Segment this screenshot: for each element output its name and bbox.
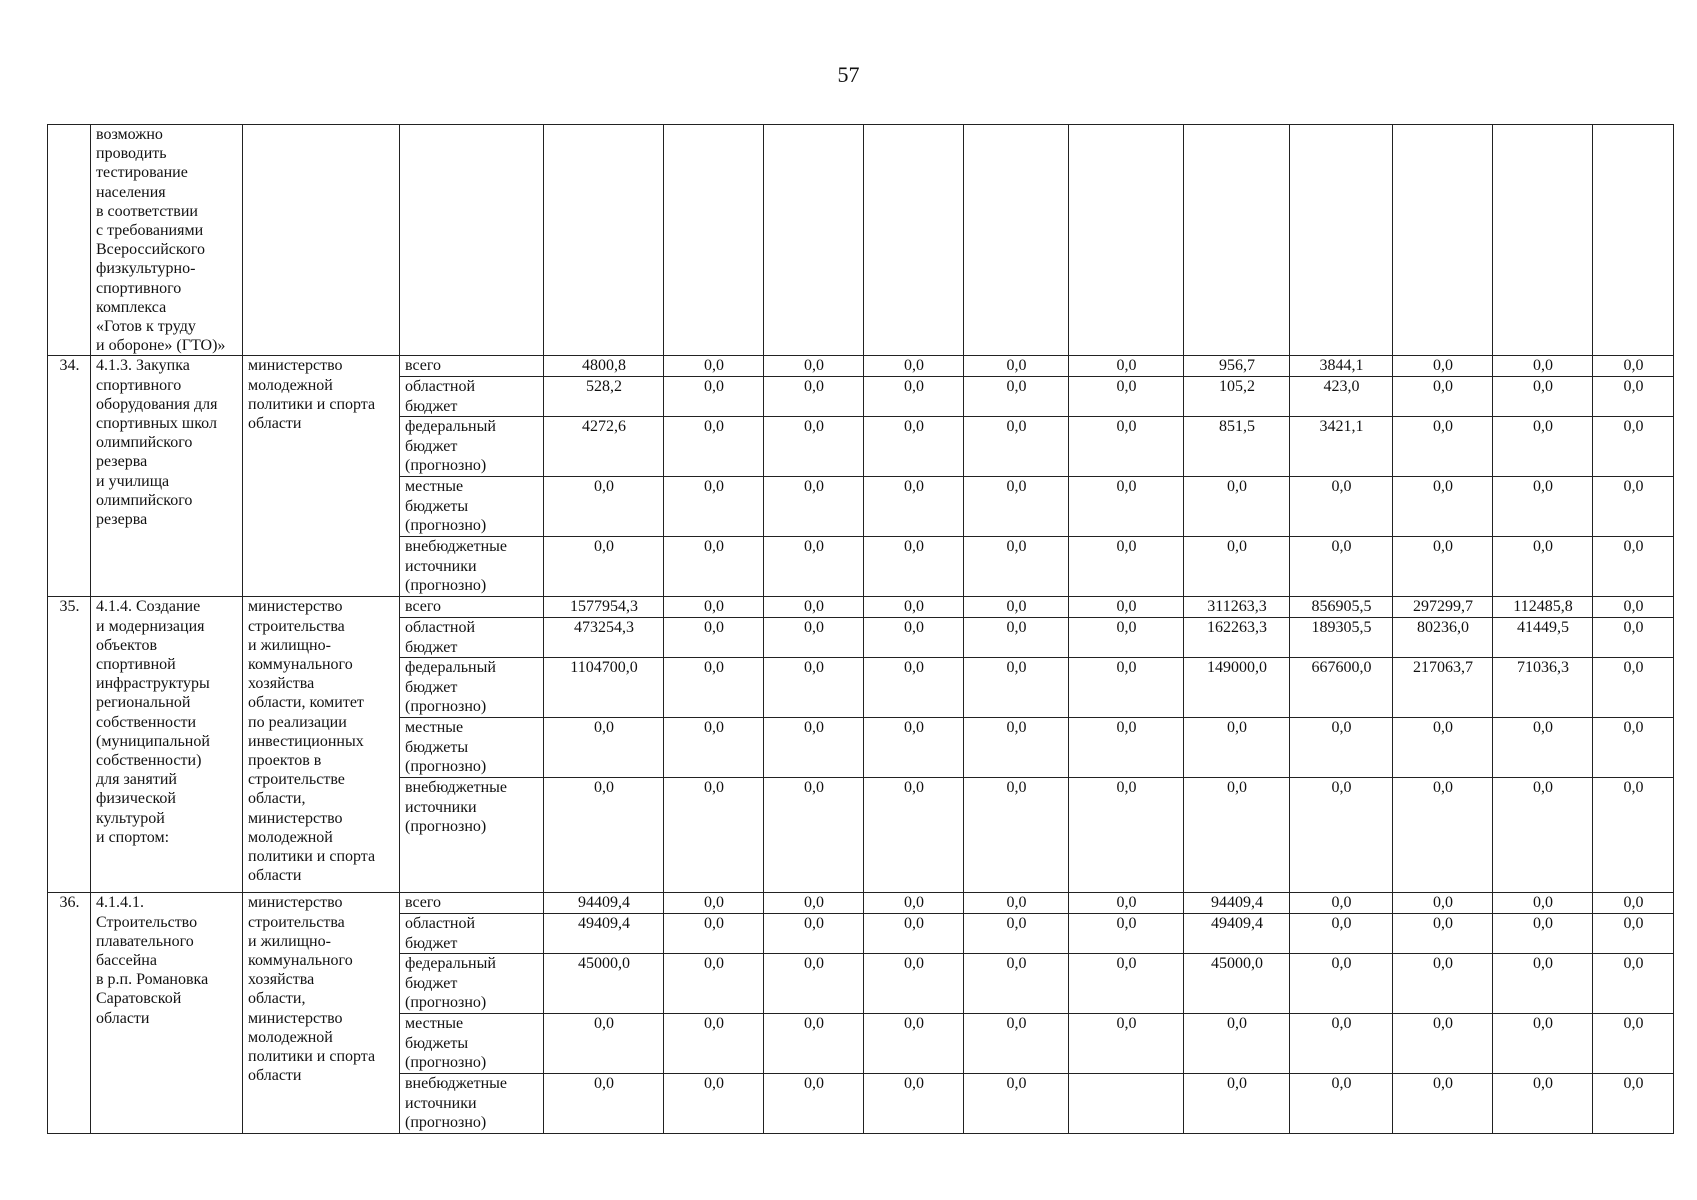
value-cell: 856905,5 — [1290, 597, 1393, 618]
value-cell: 423,0 — [1290, 377, 1393, 417]
value-cell: 45000,0 — [1184, 954, 1290, 1014]
value-cell: 0,0 — [664, 537, 764, 597]
funding-source-cell: всего — [400, 893, 544, 914]
value-cell — [764, 125, 864, 356]
value-cell: 0,0 — [1184, 537, 1290, 597]
value-cell: 0,0 — [1069, 954, 1184, 1014]
value-cell: 0,0 — [1593, 893, 1674, 914]
executor-cell: министерство строительства и жилищно- коммунального хозяйства области, комитет по реализации инвестиционных проектов в строительстве области, министерство молодежной политики и спорта области — [243, 597, 400, 893]
value-cell: 80236,0 — [1393, 618, 1493, 658]
value-cell: 94409,4 — [1184, 893, 1290, 914]
value-cell: 0,0 — [864, 718, 964, 778]
value-cell: 41449,5 — [1493, 618, 1593, 658]
value-cell: 49409,4 — [1184, 914, 1290, 954]
value-cell: 0,0 — [664, 718, 764, 778]
funding-source-cell: внебюджетные источники (прогнозно) — [400, 537, 544, 597]
row-number-cell: 36. — [48, 893, 91, 1134]
table-row — [48, 893, 1674, 914]
value-cell — [544, 125, 664, 356]
value-cell: 0,0 — [664, 597, 764, 618]
funding-source-cell: местные бюджеты (прогнозно) — [400, 718, 544, 778]
value-cell: 0,0 — [1593, 356, 1674, 377]
value-cell: 0,0 — [864, 954, 964, 1014]
value-cell — [1069, 125, 1184, 356]
value-cell: 0,0 — [864, 537, 964, 597]
value-cell: 0,0 — [764, 1014, 864, 1074]
value-cell: 0,0 — [1593, 718, 1674, 778]
value-cell: 0,0 — [1184, 1014, 1290, 1074]
value-cell — [1493, 125, 1593, 356]
funding-source-cell: местные бюджеты (прогнозно) — [400, 477, 544, 537]
value-cell: 0,0 — [1593, 914, 1674, 954]
value-cell: 0,0 — [1593, 597, 1674, 618]
value-cell: 94409,4 — [544, 893, 664, 914]
value-cell: 0,0 — [1393, 778, 1493, 893]
value-cell: 0,0 — [664, 477, 764, 537]
funding-source-cell — [400, 125, 544, 356]
value-cell: 0,0 — [1393, 377, 1493, 417]
value-cell: 0,0 — [544, 537, 664, 597]
value-cell: 0,0 — [664, 377, 764, 417]
value-cell: 0,0 — [764, 778, 864, 893]
value-cell: 3421,1 — [1290, 417, 1393, 477]
value-cell — [1393, 125, 1493, 356]
value-cell: 0,0 — [864, 658, 964, 718]
value-cell: 0,0 — [764, 718, 864, 778]
value-cell: 0,0 — [1290, 1014, 1393, 1074]
value-cell: 0,0 — [664, 658, 764, 718]
value-cell: 0,0 — [764, 658, 864, 718]
value-cell: 1577954,3 — [544, 597, 664, 618]
value-cell: 0,0 — [1069, 914, 1184, 954]
value-cell: 0,0 — [864, 618, 964, 658]
row-number-cell: 34. — [48, 356, 91, 597]
value-cell: 0,0 — [764, 618, 864, 658]
value-cell: 0,0 — [1069, 658, 1184, 718]
value-cell: 0,0 — [1393, 954, 1493, 1014]
executor-cell — [243, 125, 400, 356]
value-cell: 0,0 — [1184, 718, 1290, 778]
value-cell — [964, 125, 1069, 356]
value-cell: 0,0 — [964, 377, 1069, 417]
value-cell: 0,0 — [544, 1014, 664, 1074]
value-cell: 45000,0 — [544, 954, 664, 1014]
value-cell: 0,0 — [964, 537, 1069, 597]
value-cell: 0,0 — [1393, 356, 1493, 377]
row-number-cell — [48, 125, 91, 356]
value-cell: 0,0 — [1069, 377, 1184, 417]
value-cell: 0,0 — [1393, 893, 1493, 914]
value-cell: 0,0 — [1393, 1014, 1493, 1074]
value-cell — [1069, 1074, 1184, 1134]
value-cell: 0,0 — [864, 893, 964, 914]
value-cell: 297299,7 — [1393, 597, 1493, 618]
value-cell — [1593, 125, 1674, 356]
value-cell: 0,0 — [664, 778, 764, 893]
value-cell: 149000,0 — [1184, 658, 1290, 718]
value-cell: 0,0 — [664, 417, 764, 477]
value-cell: 0,0 — [1593, 377, 1674, 417]
funding-source-cell: федеральный бюджет (прогнозно) — [400, 658, 544, 718]
value-cell: 0,0 — [544, 477, 664, 537]
value-cell: 0,0 — [664, 914, 764, 954]
value-cell: 0,0 — [1290, 718, 1393, 778]
value-cell: 217063,7 — [1393, 658, 1493, 718]
value-cell: 0,0 — [764, 377, 864, 417]
value-cell: 0,0 — [1493, 1014, 1593, 1074]
table-row — [48, 356, 1674, 377]
value-cell: 0,0 — [1493, 954, 1593, 1014]
value-cell: 0,0 — [1593, 477, 1674, 537]
funding-source-cell: местные бюджеты (прогнозно) — [400, 1014, 544, 1074]
value-cell: 0,0 — [864, 417, 964, 477]
funding-source-cell: внебюджетные источники (прогнозно) — [400, 778, 544, 893]
value-cell: 0,0 — [1290, 893, 1393, 914]
executor-cell: министерство строительства и жилищно- коммунального хозяйства области, министерство молодежной политики и спорта области — [243, 893, 400, 1134]
value-cell: 0,0 — [664, 954, 764, 1014]
value-cell: 0,0 — [1069, 893, 1184, 914]
value-cell: 0,0 — [964, 1074, 1069, 1134]
value-cell: 0,0 — [964, 417, 1069, 477]
value-cell: 0,0 — [664, 618, 764, 658]
value-cell: 0,0 — [1493, 417, 1593, 477]
value-cell: 0,0 — [1069, 356, 1184, 377]
value-cell: 0,0 — [964, 1014, 1069, 1074]
value-cell: 0,0 — [1493, 778, 1593, 893]
value-cell — [1290, 125, 1393, 356]
value-cell: 0,0 — [1290, 778, 1393, 893]
value-cell: 0,0 — [964, 597, 1069, 618]
value-cell: 0,0 — [964, 658, 1069, 718]
value-cell: 0,0 — [664, 893, 764, 914]
value-cell: 0,0 — [864, 778, 964, 893]
event-name-cell: 4.1.4. Создание и модернизация объектов спортивной инфраструктуры региональной собственности (муниципальной собственности) для занятий физической культурой и спортом: — [91, 597, 243, 893]
value-cell: 0,0 — [864, 356, 964, 377]
funding-source-cell: внебюджетные источники (прогнозно) — [400, 1074, 544, 1134]
value-cell: 0,0 — [864, 377, 964, 417]
value-cell: 0,0 — [1069, 417, 1184, 477]
value-cell: 0,0 — [864, 1074, 964, 1134]
value-cell: 189305,5 — [1290, 618, 1393, 658]
value-cell: 851,5 — [1184, 417, 1290, 477]
value-cell: 0,0 — [1593, 537, 1674, 597]
value-cell: 0,0 — [544, 718, 664, 778]
value-cell: 0,0 — [864, 1014, 964, 1074]
value-cell: 0,0 — [1069, 718, 1184, 778]
value-cell: 0,0 — [1393, 537, 1493, 597]
value-cell: 0,0 — [1069, 537, 1184, 597]
value-cell: 0,0 — [864, 477, 964, 537]
value-cell: 0,0 — [1593, 778, 1674, 893]
value-cell: 0,0 — [964, 718, 1069, 778]
value-cell: 473254,3 — [544, 618, 664, 658]
value-cell: 0,0 — [964, 914, 1069, 954]
value-cell: 0,0 — [1493, 356, 1593, 377]
value-cell: 0,0 — [1593, 1074, 1674, 1134]
value-cell: 528,2 — [544, 377, 664, 417]
value-cell: 0,0 — [1493, 477, 1593, 537]
value-cell: 0,0 — [1393, 417, 1493, 477]
value-cell: 0,0 — [1493, 537, 1593, 597]
value-cell: 0,0 — [964, 954, 1069, 1014]
value-cell: 0,0 — [964, 477, 1069, 537]
value-cell: 0,0 — [1493, 377, 1593, 417]
value-cell: 0,0 — [1290, 477, 1393, 537]
value-cell: 0,0 — [664, 1014, 764, 1074]
value-cell: 0,0 — [764, 893, 864, 914]
funding-source-cell: федеральный бюджет (прогнозно) — [400, 417, 544, 477]
value-cell — [864, 125, 964, 356]
value-cell: 0,0 — [764, 537, 864, 597]
value-cell: 0,0 — [1290, 914, 1393, 954]
value-cell: 0,0 — [964, 778, 1069, 893]
value-cell: 162263,3 — [1184, 618, 1290, 658]
value-cell: 0,0 — [1593, 1014, 1674, 1074]
value-cell: 0,0 — [1593, 658, 1674, 718]
event-name-cell: возможно проводить тестирование населения в соответствии с требованиями Всероссийского физкультурно- спортивного комплекса «Готов к труду и обороне» (ГТО)» — [91, 125, 243, 356]
value-cell: 0,0 — [1184, 778, 1290, 893]
value-cell: 0,0 — [1184, 1074, 1290, 1134]
value-cell: 0,0 — [1290, 954, 1393, 1014]
value-cell: 112485,8 — [1493, 597, 1593, 618]
value-cell: 0,0 — [864, 597, 964, 618]
value-cell: 311263,3 — [1184, 597, 1290, 618]
executor-cell: министерство молодежной политики и спорта области — [243, 356, 400, 597]
value-cell: 0,0 — [1593, 954, 1674, 1014]
table-row — [48, 597, 1674, 618]
value-cell: 0,0 — [1593, 618, 1674, 658]
continuation-row — [48, 125, 1674, 356]
value-cell: 0,0 — [764, 597, 864, 618]
value-cell: 0,0 — [1393, 718, 1493, 778]
value-cell: 0,0 — [544, 1074, 664, 1134]
value-cell: 0,0 — [764, 356, 864, 377]
value-cell: 0,0 — [864, 914, 964, 954]
row-number-cell: 35. — [48, 597, 91, 893]
value-cell: 1104700,0 — [544, 658, 664, 718]
value-cell: 0,0 — [1493, 718, 1593, 778]
value-cell: 0,0 — [1069, 477, 1184, 537]
funding-source-cell: всего — [400, 356, 544, 377]
value-cell: 0,0 — [1393, 914, 1493, 954]
funding-source-cell: федеральный бюджет (прогнозно) — [400, 954, 544, 1014]
value-cell: 667600,0 — [1290, 658, 1393, 718]
value-cell: 0,0 — [764, 954, 864, 1014]
event-name-cell: 4.1.4.1. Строительство плавательного бассейна в р.п. Романовка Саратовской области — [91, 893, 243, 1134]
funding-source-cell: областной бюджет — [400, 914, 544, 954]
value-cell: 0,0 — [1393, 1074, 1493, 1134]
funding-source-cell: всего — [400, 597, 544, 618]
value-cell: 0,0 — [1069, 618, 1184, 658]
value-cell: 0,0 — [1593, 417, 1674, 477]
value-cell: 0,0 — [1493, 893, 1593, 914]
value-cell: 0,0 — [1184, 477, 1290, 537]
value-cell — [664, 125, 764, 356]
value-cell: 0,0 — [1393, 477, 1493, 537]
funding-source-cell: областной бюджет — [400, 618, 544, 658]
value-cell: 0,0 — [1493, 1074, 1593, 1134]
page-number: 57 — [837, 62, 860, 87]
value-cell: 0,0 — [764, 477, 864, 537]
value-cell: 0,0 — [664, 1074, 764, 1134]
value-cell: 49409,4 — [544, 914, 664, 954]
value-cell: 4272,6 — [544, 417, 664, 477]
event-name-cell: 4.1.3. Закупка спортивного оборудования для спортивных школ олимпийского резерва и училища олимпийского резерва — [91, 356, 243, 597]
value-cell: 0,0 — [764, 417, 864, 477]
value-cell: 4800,8 — [544, 356, 664, 377]
funding-table — [47, 124, 1674, 1134]
value-cell: 0,0 — [764, 1074, 864, 1134]
value-cell: 0,0 — [544, 778, 664, 893]
value-cell: 0,0 — [1069, 1014, 1184, 1074]
value-cell: 105,2 — [1184, 377, 1290, 417]
value-cell: 0,0 — [1290, 1074, 1393, 1134]
value-cell: 0,0 — [964, 356, 1069, 377]
value-cell: 0,0 — [1290, 537, 1393, 597]
funding-source-cell: областной бюджет — [400, 377, 544, 417]
value-cell: 3844,1 — [1290, 356, 1393, 377]
value-cell: 0,0 — [664, 356, 764, 377]
value-cell: 0,0 — [964, 618, 1069, 658]
value-cell: 0,0 — [964, 893, 1069, 914]
value-cell: 956,7 — [1184, 356, 1290, 377]
value-cell: 71036,3 — [1493, 658, 1593, 718]
value-cell: 0,0 — [1069, 778, 1184, 893]
value-cell: 0,0 — [764, 914, 864, 954]
value-cell: 0,0 — [1069, 597, 1184, 618]
value-cell — [1184, 125, 1290, 356]
value-cell: 0,0 — [1493, 914, 1593, 954]
